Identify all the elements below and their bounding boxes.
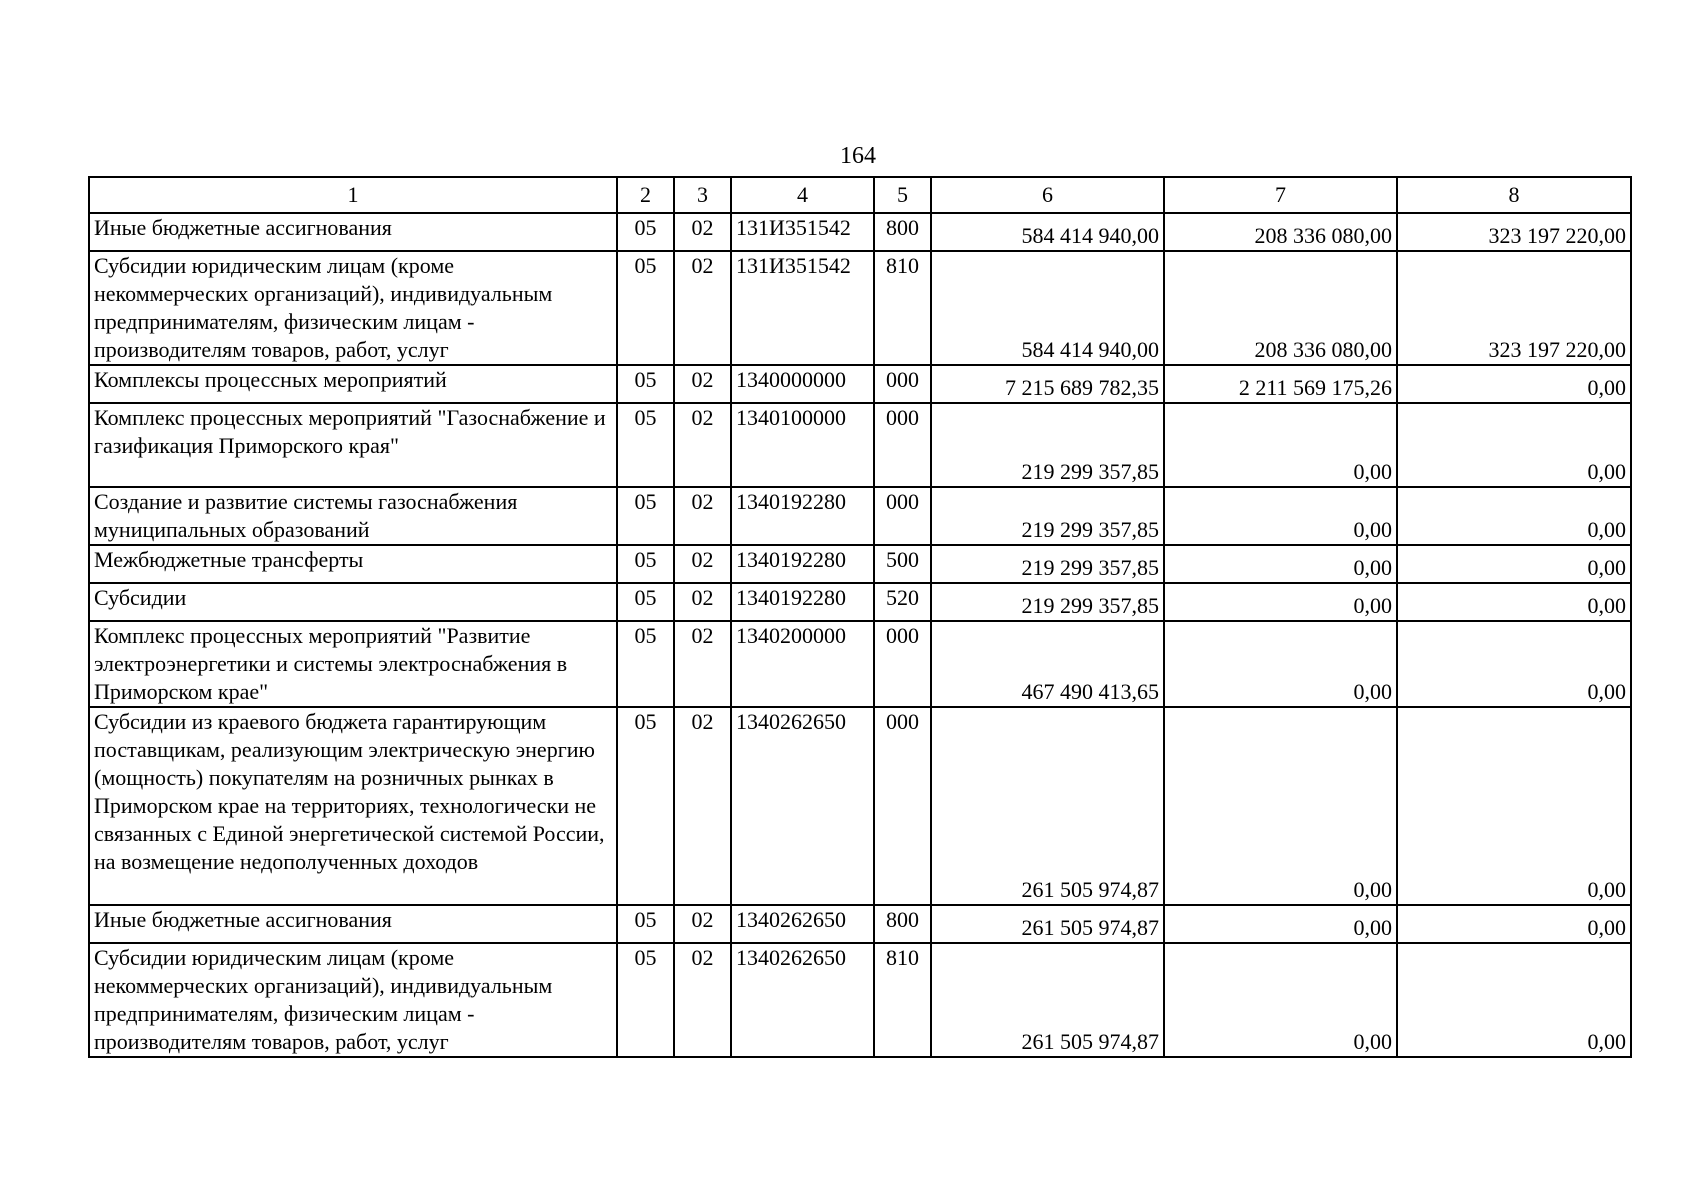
amount-col7-cell: 0,00 [1164, 943, 1397, 1057]
table-row [89, 213, 1631, 251]
subsection-code-cell: 02 [674, 365, 731, 403]
section-code-cell: 05 [617, 403, 674, 487]
table-row [89, 365, 1631, 403]
expense-type-cell: 800 [874, 213, 931, 251]
amount-col6-cell: 261 505 974,87 [931, 905, 1164, 943]
table-row [89, 943, 1631, 1057]
target-article-cell: 1340262650 [731, 905, 874, 943]
expense-type-cell: 000 [874, 621, 931, 707]
section-code-cell: 05 [617, 707, 674, 905]
subsection-code-cell: 02 [674, 943, 731, 1057]
target-article-cell: 1340000000 [731, 365, 874, 403]
amount-col8-cell: 0,00 [1397, 583, 1631, 621]
column-header: 7 [1164, 177, 1397, 213]
amount-col6-cell: 584 414 940,00 [931, 213, 1164, 251]
section-code-cell: 05 [617, 365, 674, 403]
amount-col8-cell: 0,00 [1397, 943, 1631, 1057]
subsection-code-cell: 02 [674, 545, 731, 583]
expense-type-cell: 000 [874, 487, 931, 545]
amount-col6-cell: 219 299 357,85 [931, 545, 1164, 583]
amount-col8-cell: 0,00 [1397, 621, 1631, 707]
table-row [89, 905, 1631, 943]
row-name-cell: Создание и развитие системы газоснабжения муниципальных образований [89, 487, 617, 545]
amount-col7-cell: 0,00 [1164, 545, 1397, 583]
section-code-cell: 05 [617, 213, 674, 251]
target-article-cell: 1340192280 [731, 487, 874, 545]
table-row [89, 583, 1631, 621]
column-header: 1 [89, 177, 617, 213]
budget-table [88, 176, 1632, 1058]
section-code-cell: 05 [617, 943, 674, 1057]
target-article-cell: 131И351542 [731, 213, 874, 251]
column-header: 5 [874, 177, 931, 213]
expense-type-cell: 000 [874, 707, 931, 905]
amount-col6-cell: 219 299 357,85 [931, 403, 1164, 487]
table-row [89, 403, 1631, 487]
amount-col8-cell: 323 197 220,00 [1397, 213, 1631, 251]
section-code-cell: 05 [617, 545, 674, 583]
row-name-cell: Межбюджетные трансферты [89, 545, 617, 583]
amount-col8-cell: 0,00 [1397, 905, 1631, 943]
subsection-code-cell: 02 [674, 251, 731, 365]
target-article-cell: 1340100000 [731, 403, 874, 487]
amount-col7-cell: 0,00 [1164, 487, 1397, 545]
target-article-cell: 131И351542 [731, 251, 874, 365]
subsection-code-cell: 02 [674, 583, 731, 621]
expense-type-cell: 810 [874, 943, 931, 1057]
section-code-cell: 05 [617, 583, 674, 621]
row-name-cell: Комплекс процессных мероприятий "Газоснабжение и газификация Приморского края" [89, 403, 617, 487]
expense-type-cell: 810 [874, 251, 931, 365]
section-code-cell: 05 [617, 487, 674, 545]
target-article-cell: 1340192280 [731, 545, 874, 583]
expense-type-cell: 000 [874, 403, 931, 487]
expense-type-cell: 000 [874, 365, 931, 403]
row-name-cell: Комплексы процессных мероприятий [89, 365, 617, 403]
table-row [89, 621, 1631, 707]
amount-col7-cell: 208 336 080,00 [1164, 251, 1397, 365]
target-article-cell: 1340262650 [731, 707, 874, 905]
amount-col6-cell: 219 299 357,85 [931, 487, 1164, 545]
amount-col6-cell: 219 299 357,85 [931, 583, 1164, 621]
amount-col7-cell: 0,00 [1164, 403, 1397, 487]
table-row [89, 487, 1631, 545]
subsection-code-cell: 02 [674, 621, 731, 707]
column-header: 4 [731, 177, 874, 213]
subsection-code-cell: 02 [674, 707, 731, 905]
header-row [89, 177, 1631, 213]
amount-col7-cell: 208 336 080,00 [1164, 213, 1397, 251]
table-row [89, 251, 1631, 365]
section-code-cell: 05 [617, 621, 674, 707]
amount-col7-cell: 0,00 [1164, 583, 1397, 621]
column-header: 8 [1397, 177, 1631, 213]
section-code-cell: 05 [617, 251, 674, 365]
row-name-cell: Иные бюджетные ассигнования [89, 213, 617, 251]
expense-type-cell: 500 [874, 545, 931, 583]
row-name-cell: Субсидии юридическим лицам (кроме некоммерческих организаций), индивидуальным предпринимателям, физическим лицам - производителям товаров, работ, услуг [89, 251, 617, 365]
column-header: 6 [931, 177, 1164, 213]
amount-col6-cell: 7 215 689 782,35 [931, 365, 1164, 403]
subsection-code-cell: 02 [674, 905, 731, 943]
amount-col7-cell: 0,00 [1164, 621, 1397, 707]
expense-type-cell: 800 [874, 905, 931, 943]
row-name-cell: Иные бюджетные ассигнования [89, 905, 617, 943]
amount-col8-cell: 0,00 [1397, 707, 1631, 905]
page-number: 164 [840, 143, 876, 169]
amount-col6-cell: 584 414 940,00 [931, 251, 1164, 365]
row-name-cell: Субсидии [89, 583, 617, 621]
amount-col8-cell: 0,00 [1397, 403, 1631, 487]
amount-col7-cell: 0,00 [1164, 707, 1397, 905]
subsection-code-cell: 02 [674, 487, 731, 545]
row-name-cell: Комплекс процессных мероприятий "Развитие электроэнергетики и системы электроснабжения в Приморском крае" [89, 621, 617, 707]
row-name-cell: Субсидии юридическим лицам (кроме некоммерческих организаций), индивидуальным предпринимателям, физическим лицам - производителям товаров, работ, услуг [89, 943, 617, 1057]
amount-col7-cell: 2 211 569 175,26 [1164, 365, 1397, 403]
amount-col8-cell: 0,00 [1397, 487, 1631, 545]
table-row [89, 545, 1631, 583]
table-row [89, 707, 1631, 905]
target-article-cell: 1340200000 [731, 621, 874, 707]
subsection-code-cell: 02 [674, 403, 731, 487]
amount-col7-cell: 0,00 [1164, 905, 1397, 943]
column-header: 2 [617, 177, 674, 213]
target-article-cell: 1340262650 [731, 943, 874, 1057]
amount-col6-cell: 261 505 974,87 [931, 707, 1164, 905]
section-code-cell: 05 [617, 905, 674, 943]
amount-col8-cell: 0,00 [1397, 545, 1631, 583]
amount-col8-cell: 0,00 [1397, 365, 1631, 403]
amount-col6-cell: 261 505 974,87 [931, 943, 1164, 1057]
subsection-code-cell: 02 [674, 213, 731, 251]
row-name-cell: Субсидии из краевого бюджета гарантирующим поставщикам, реализующим электрическую энергию (мощность) покупателям на розничных рынках в Приморском крае на территориях, технологически не связанных с Единой энергетической системой России, на возмещение недополученных доходов [89, 707, 617, 905]
column-header: 3 [674, 177, 731, 213]
target-article-cell: 1340192280 [731, 583, 874, 621]
amount-col6-cell: 467 490 413,65 [931, 621, 1164, 707]
expense-type-cell: 520 [874, 583, 931, 621]
amount-col8-cell: 323 197 220,00 [1397, 251, 1631, 365]
